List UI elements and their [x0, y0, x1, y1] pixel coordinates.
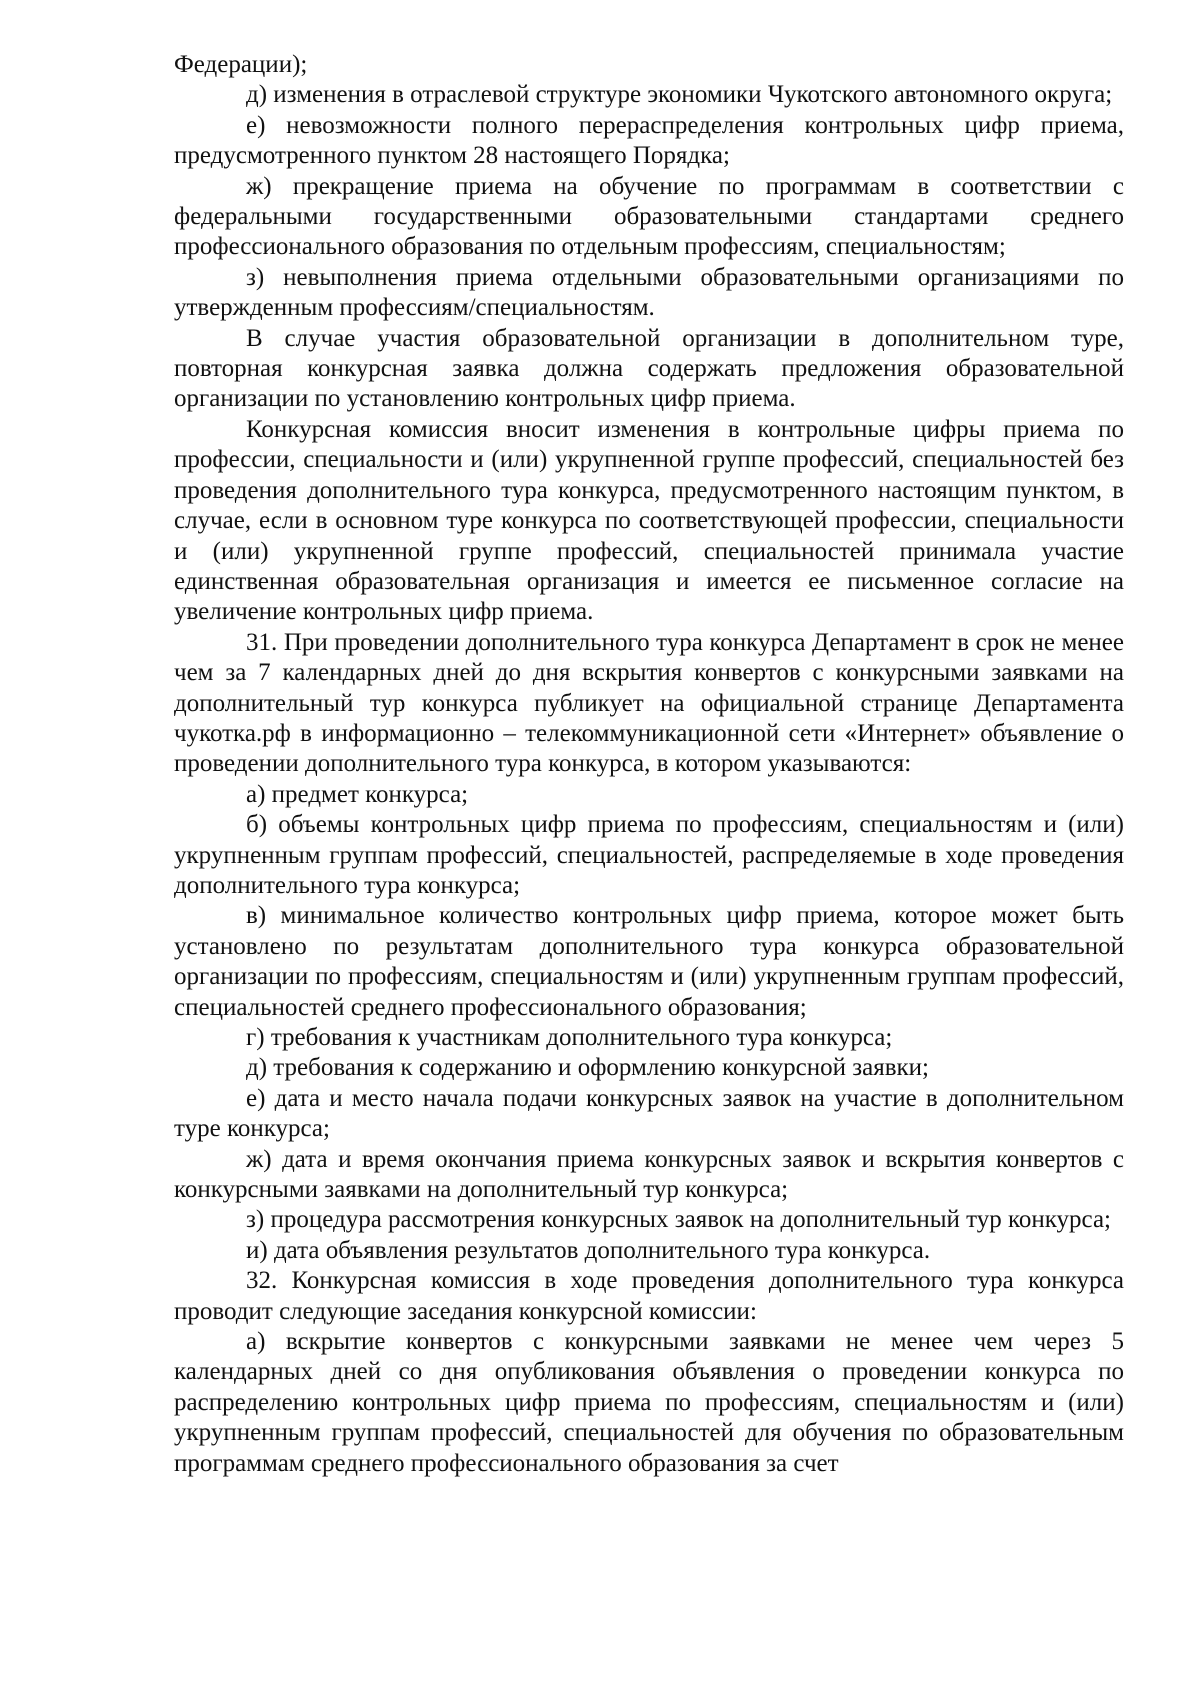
paragraph-9: б) объемы контрольных цифр приема по профессиям, специальностям и (или) укрупненным группам профессий, специальностей, распределяемые в ходе проведения дополнительного тура конкурса; — [174, 811, 1124, 899]
paragraph-3: ж) прекращение приема на обучение по программам в соответствии с федеральными государственными образовательными стандартами среднего профессионального образования по отдельным профессиям, специальностям; — [174, 172, 1124, 261]
paragraph-8: а) предмет конкурса; — [246, 780, 469, 808]
paragraph-12: д) требования к содержанию и оформлению конкурсной заявки; — [246, 1054, 929, 1082]
paragraph-5: В случае участия образовательной организации в дополнительном туре, повторная конкурсная заявка должна содержать предложения образовательной организации по установлению контрольных цифр приема. — [174, 324, 1124, 413]
paragraph-11: г) требования к участникам дополнительного тура конкурса; — [246, 1024, 893, 1051]
paragraph-15: з) процедура рассмотрения конкурсных заявок на дополнительный тур конкурса; — [246, 1206, 1111, 1234]
paragraph-2: е) невозможности полного перераспределения контрольных цифр приема, предусмотренного пунктом 28 настоящего Порядка; — [174, 111, 1124, 170]
paragraph-0: Федерации); — [174, 51, 308, 78]
document-page — [174, 50, 1124, 1479]
paragraph-7: 31. При проведении дополнительного тура конкурса Департамент в срок не менее чем за 7 календарных дней до дня вскрытия конвертов с конкурсными заявками на дополнительный тур конкурса публикует на официальной странице Департамента чукотка.рф в информационно – телекоммуникационной сети «Интернет» объявление о проведении дополнительного тура конкурса, в котором указываются: — [174, 628, 1124, 778]
paragraph-4: з) невыполнения приема отдельными образовательными организациями по утвержденным профессиям/специальностям. — [174, 263, 1124, 322]
paragraph-13: е) дата и место начала подачи конкурсных заявок на участие в дополнительном туре конкурса; — [174, 1084, 1124, 1143]
paragraph-18: а) вскрытие конвертов с конкурсными заявками не менее чем через 5 календарных дней со дня опубликования объявления о проведении конкурса по распределению контрольных цифр приема по профессиям, специальностям и (или) укрупненным группам профессий, специальностей для обучения по образовательным программам среднего профессионального образования за счет — [174, 1328, 1124, 1477]
paragraph-10: в) минимальное количество контрольных цифр приема, которое может быть установлено по результатам дополнительного тура конкурса образовательной организации по профессиям, специальностям и (или) укрупненным группам профессий, специальностей среднего профессионального образования; — [174, 902, 1124, 1021]
paragraph-17: 32. Конкурсная комиссия в ходе проведения дополнительного тура конкурса проводит следующие заседания конкурсной комиссии: — [174, 1267, 1124, 1325]
paragraph-1: д) изменения в отраслевой структуре экономики Чукотского автономного округа; — [246, 81, 1113, 109]
paragraph-14: ж) дата и время окончания приема конкурсных заявок и вскрытия конвертов с конкурсными заявками на дополнительный тур конкурса; — [174, 1145, 1124, 1204]
paragraph-16: и) дата объявления результатов дополнительного тура конкурса. — [246, 1236, 931, 1264]
paragraph-6: Конкурсная комиссия вносит изменения в контрольные цифры приема по профессии, специальности и (или) укрупненной группе профессий, специальностей без проведения дополнительного тура конкурса, предусмотренного настоящим пунктом, в случае, если в основном туре конкурса по соответствующей профессии, специальности и (или) укрупненной группе профессий, специальностей принимала участие единственная образовательная организация и имеется ее письменное согласие на увеличение контрольных цифр приема. — [174, 415, 1124, 626]
